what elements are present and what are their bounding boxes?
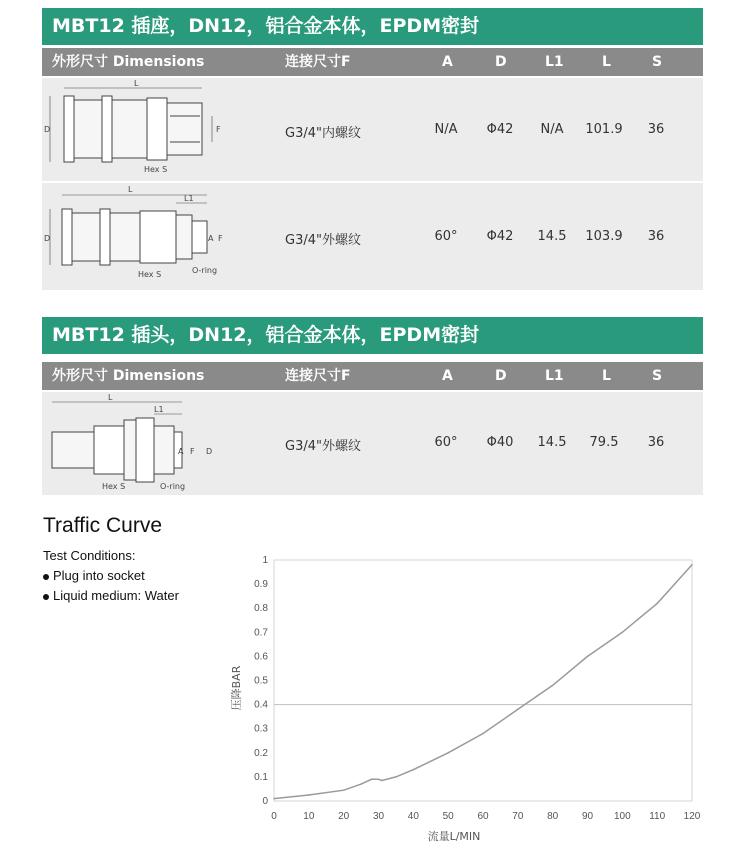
data-point: [360, 783, 362, 785]
cell-l1: 14.5: [537, 435, 567, 450]
plug-male-thread-drawing: [42, 392, 242, 495]
y-tick-label: 0.5: [254, 675, 268, 687]
section-title-socket: MBT12 插座，DN12，铝合金本体，EPDM密封: [42, 8, 703, 45]
condition-item: [43, 566, 179, 586]
drawing-label-d: D: [44, 234, 51, 243]
table-row: [42, 183, 703, 290]
drawing-label-d: D: [44, 125, 51, 134]
data-point: [587, 656, 589, 658]
data-point: [552, 685, 554, 687]
header-l: L: [602, 54, 611, 70]
condition-text: Liquid medium: Water: [53, 588, 179, 603]
section-title-plug: MBT12 插头，DN12，铝合金本体，EPDM密封: [42, 317, 703, 354]
x-tick-label: 20: [338, 811, 350, 822]
y-tick-label: 0.4: [254, 699, 268, 711]
cell-l1: 14.5: [537, 229, 567, 244]
header-l1: L1: [545, 368, 564, 384]
x-tick-label: 30: [372, 811, 385, 822]
drawing-label-d: D: [206, 447, 213, 456]
header-s: S: [652, 368, 663, 384]
x-tick-label: 80: [547, 811, 559, 822]
test-conditions: [43, 546, 179, 606]
data-point: [622, 632, 624, 634]
cell-connection: G3/4"外螺纹: [285, 439, 361, 454]
header-connection: 连接尺寸F: [285, 368, 351, 384]
y-tick-label: 0: [262, 796, 268, 807]
drawing-label-f: F: [218, 234, 223, 243]
condition-item: [43, 586, 179, 606]
bullet-icon: [43, 594, 49, 600]
y-tick-label: 1: [262, 555, 268, 566]
x-tick-label: 120: [683, 811, 701, 822]
data-point: [273, 798, 275, 800]
traffic-curve-chart: [220, 548, 710, 848]
table-header-plug: [42, 362, 703, 390]
data-point: [482, 733, 484, 735]
socket-female-thread-drawing: [42, 78, 242, 181]
condition-text: Plug into socket: [53, 568, 145, 583]
table-row: [42, 392, 703, 495]
cell-a: 60°: [434, 435, 458, 450]
header-a: A: [442, 54, 453, 70]
traffic-curve-title: Traffic Curve: [43, 514, 163, 537]
x-tick-label: 50: [442, 811, 454, 822]
header-d: D: [495, 368, 507, 384]
cell-d: Φ40: [486, 435, 514, 450]
data-point: [381, 780, 383, 782]
header-connection: 连接尺寸F: [285, 54, 351, 70]
x-tick-label: 90: [581, 811, 594, 822]
y-tick-label: 0.7: [254, 627, 268, 639]
cell-l: 101.9: [585, 122, 623, 137]
cell-l: 79.5: [589, 435, 619, 450]
table-header-socket: [42, 48, 703, 76]
data-point: [371, 779, 373, 781]
data-point: [447, 752, 449, 754]
drawing-label-a: A: [178, 447, 184, 456]
cell-s: 36: [647, 122, 665, 137]
y-tick-label: 0.2: [254, 747, 268, 759]
x-tick-label: 100: [613, 811, 631, 822]
x-tick-label: 70: [512, 811, 524, 822]
y-tick-label: 0.8: [254, 603, 268, 615]
cell-l: 103.9: [585, 229, 623, 244]
y-axis-label: 压降BAR: [230, 665, 243, 711]
y-tick-label: 0.3: [254, 723, 268, 735]
drawing-label-a: A: [208, 234, 214, 243]
cell-connection: G3/4"内螺纹: [285, 126, 361, 141]
drawing-label-hex: Hex S: [144, 165, 168, 174]
y-tick-label: 0.9: [254, 579, 268, 591]
x-axis-label: 流量L/MIN: [427, 830, 481, 843]
x-tick-label: 40: [407, 811, 419, 822]
header-dimensions: 外形尺寸 Dimensions: [52, 54, 205, 70]
drawing-label-l: L: [134, 79, 139, 88]
data-point: [343, 789, 345, 791]
drawing-label-l: L: [128, 185, 133, 194]
socket-male-thread-drawing: [42, 183, 242, 290]
series-line: [274, 565, 692, 799]
header-l: L: [602, 368, 611, 384]
data-point: [691, 564, 693, 566]
bullet-icon: [43, 574, 49, 580]
cell-a: N/A: [434, 122, 458, 137]
drawing-label-oring: O-ring: [160, 482, 186, 491]
cell-s: 36: [647, 435, 665, 450]
cell-d: Φ42: [486, 229, 514, 244]
data-point: [517, 709, 519, 711]
header-dimensions: 外形尺寸 Dimensions: [52, 368, 205, 384]
drawing-label-hex: Hex S: [102, 482, 126, 491]
x-tick-label: 110: [649, 811, 666, 822]
y-tick-label: 0.1: [254, 771, 268, 783]
drawing-label-l: L: [108, 393, 113, 402]
drawing-label-f: F: [190, 447, 195, 456]
data-point: [413, 769, 415, 771]
table-row: [42, 78, 703, 181]
header-a: A: [442, 368, 453, 384]
drawing-label-hex: Hex S: [138, 270, 162, 279]
cell-connection: G3/4"外螺纹: [285, 233, 361, 248]
drawing-label-l1: L1: [154, 405, 164, 414]
data-point: [395, 776, 397, 778]
cell-l1: N/A: [540, 122, 564, 137]
cell-d: Φ42: [486, 122, 514, 137]
header-l1: L1: [545, 54, 564, 70]
header-s: S: [652, 54, 663, 70]
cell-s: 36: [647, 229, 665, 244]
x-tick-label: 0: [271, 811, 277, 822]
y-tick-label: 0.6: [254, 651, 268, 663]
x-tick-label: 10: [303, 811, 315, 822]
data-point: [656, 603, 658, 605]
data-point: [674, 583, 676, 585]
data-point: [308, 794, 310, 796]
data-point: [378, 779, 380, 781]
plot-area: [274, 560, 692, 801]
conditions-title: Test Conditions:: [43, 548, 136, 563]
drawing-label-l1: L1: [184, 194, 194, 203]
drawing-label-f: F: [216, 125, 221, 134]
x-tick-label: 60: [477, 811, 489, 822]
header-d: D: [495, 54, 507, 70]
cell-a: 60°: [434, 229, 458, 244]
drawing-label-oring: O-ring: [192, 266, 218, 275]
